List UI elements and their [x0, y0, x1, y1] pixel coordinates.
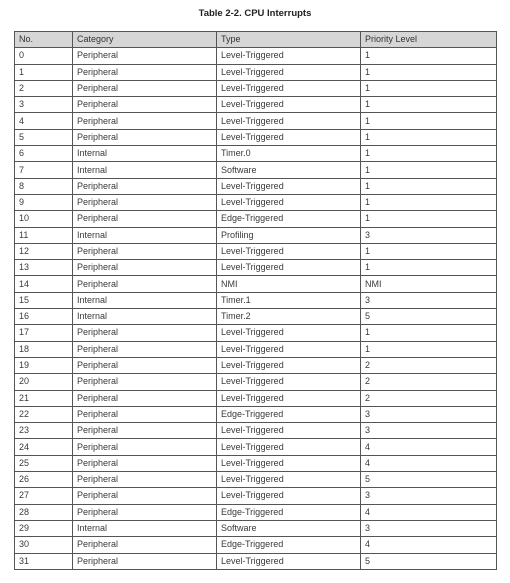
cell-type: Timer.1	[217, 292, 361, 308]
cell-type: Timer.0	[217, 146, 361, 162]
cell-type: Edge-Triggered	[217, 406, 361, 422]
cell-category: Peripheral	[73, 97, 217, 113]
cell-category: Peripheral	[73, 276, 217, 292]
cell-number: 15	[15, 292, 73, 308]
table-row	[15, 162, 497, 178]
cell-number: 7	[15, 162, 73, 178]
cell-number: 4	[15, 113, 73, 129]
cell-number: 0	[15, 48, 73, 64]
cell-category: Peripheral	[73, 243, 217, 259]
cell-priority-level: 3	[361, 423, 497, 439]
cell-priority-level: 5	[361, 553, 497, 569]
cell-type: Level-Triggered	[217, 341, 361, 357]
cell-category: Peripheral	[73, 113, 217, 129]
cell-category: Peripheral	[73, 374, 217, 390]
cell-type: Level-Triggered	[217, 194, 361, 210]
cell-category: Peripheral	[73, 504, 217, 520]
cell-category: Peripheral	[73, 472, 217, 488]
cell-priority-level: 1	[361, 146, 497, 162]
column-header-priority-level: Priority Level	[361, 32, 497, 48]
cell-type: Profiling	[217, 227, 361, 243]
cell-category: Peripheral	[73, 439, 217, 455]
cell-priority-level: NMI	[361, 276, 497, 292]
cell-type: Level-Triggered	[217, 97, 361, 113]
cell-number: 30	[15, 537, 73, 553]
table-row	[15, 129, 497, 145]
cell-number: 28	[15, 504, 73, 520]
cell-priority-level: 3	[361, 406, 497, 422]
cell-category: Internal	[73, 146, 217, 162]
cell-type: Level-Triggered	[217, 472, 361, 488]
table-header-row	[15, 32, 497, 48]
cell-number: 25	[15, 455, 73, 471]
cell-category: Peripheral	[73, 129, 217, 145]
cell-priority-level: 1	[361, 194, 497, 210]
cell-priority-level: 2	[361, 374, 497, 390]
cell-number: 11	[15, 227, 73, 243]
cell-category: Peripheral	[73, 178, 217, 194]
cell-type: Level-Triggered	[217, 423, 361, 439]
table-row	[15, 472, 497, 488]
cell-category: Internal	[73, 309, 217, 325]
column-header-type: Type	[217, 32, 361, 48]
cell-priority-level: 1	[361, 162, 497, 178]
cell-priority-level: 3	[361, 488, 497, 504]
cell-type: Level-Triggered	[217, 325, 361, 341]
table-row	[15, 194, 497, 210]
table-row	[15, 553, 497, 569]
cell-number: 12	[15, 243, 73, 259]
cell-category: Internal	[73, 292, 217, 308]
cell-priority-level: 2	[361, 390, 497, 406]
cell-category: Peripheral	[73, 211, 217, 227]
cell-priority-level: 1	[361, 325, 497, 341]
column-header-category: Category	[73, 32, 217, 48]
cell-category: Peripheral	[73, 488, 217, 504]
table-row	[15, 423, 497, 439]
cell-priority-level: 1	[361, 211, 497, 227]
table-row	[15, 374, 497, 390]
cell-number: 13	[15, 260, 73, 276]
cell-category: Peripheral	[73, 64, 217, 80]
table-row	[15, 178, 497, 194]
cell-category: Peripheral	[73, 48, 217, 64]
cell-priority-level: 4	[361, 537, 497, 553]
cell-type: Level-Triggered	[217, 113, 361, 129]
cell-number: 1	[15, 64, 73, 80]
cell-priority-level: 5	[361, 309, 497, 325]
table-row	[15, 406, 497, 422]
cell-category: Peripheral	[73, 194, 217, 210]
cell-category: Internal	[73, 227, 217, 243]
cell-category: Peripheral	[73, 357, 217, 373]
table-row	[15, 227, 497, 243]
table-row	[15, 341, 497, 357]
table-row	[15, 325, 497, 341]
cell-number: 8	[15, 178, 73, 194]
cell-number: 9	[15, 194, 73, 210]
table-row	[15, 309, 497, 325]
cell-type: Timer.2	[217, 309, 361, 325]
column-header-number: No.	[15, 32, 73, 48]
table-row	[15, 146, 497, 162]
cell-type: Level-Triggered	[217, 488, 361, 504]
cell-priority-level: 1	[361, 113, 497, 129]
cell-number: 31	[15, 553, 73, 569]
cell-category: Peripheral	[73, 260, 217, 276]
cell-priority-level: 3	[361, 520, 497, 536]
table-row	[15, 80, 497, 96]
table-row	[15, 48, 497, 64]
table-row	[15, 243, 497, 259]
cell-number: 16	[15, 309, 73, 325]
cell-type: Level-Triggered	[217, 243, 361, 259]
cell-type: Level-Triggered	[217, 553, 361, 569]
cell-category: Peripheral	[73, 390, 217, 406]
cell-priority-level: 1	[361, 243, 497, 259]
cell-number: 23	[15, 423, 73, 439]
cell-type: Level-Triggered	[217, 390, 361, 406]
cell-priority-level: 1	[361, 178, 497, 194]
cell-type: Level-Triggered	[217, 48, 361, 64]
table-row	[15, 276, 497, 292]
cell-number: 20	[15, 374, 73, 390]
table-row	[15, 390, 497, 406]
cell-priority-level: 3	[361, 292, 497, 308]
cell-priority-level: 5	[361, 472, 497, 488]
cell-number: 26	[15, 472, 73, 488]
cell-number: 17	[15, 325, 73, 341]
cell-type: Edge-Triggered	[217, 504, 361, 520]
cell-category: Peripheral	[73, 553, 217, 569]
cell-priority-level: 4	[361, 504, 497, 520]
cell-type: Level-Triggered	[217, 439, 361, 455]
table-row	[15, 537, 497, 553]
cell-number: 19	[15, 357, 73, 373]
cell-category: Internal	[73, 520, 217, 536]
cell-priority-level: 4	[361, 455, 497, 471]
cell-type: Level-Triggered	[217, 455, 361, 471]
cell-type: Edge-Triggered	[217, 211, 361, 227]
cell-priority-level: 1	[361, 80, 497, 96]
table-row	[15, 520, 497, 536]
cell-category: Peripheral	[73, 455, 217, 471]
cell-priority-level: 3	[361, 227, 497, 243]
table-row	[15, 439, 497, 455]
cell-category: Peripheral	[73, 80, 217, 96]
cell-number: 2	[15, 80, 73, 96]
cell-type: Level-Triggered	[217, 129, 361, 145]
cell-type: Level-Triggered	[217, 178, 361, 194]
cell-number: 10	[15, 211, 73, 227]
cell-category: Peripheral	[73, 325, 217, 341]
cell-number: 29	[15, 520, 73, 536]
cell-priority-level: 1	[361, 260, 497, 276]
cell-number: 14	[15, 276, 73, 292]
cell-category: Peripheral	[73, 406, 217, 422]
cell-number: 18	[15, 341, 73, 357]
cell-type: Level-Triggered	[217, 80, 361, 96]
cell-number: 27	[15, 488, 73, 504]
cell-category: Internal	[73, 162, 217, 178]
cell-type: Level-Triggered	[217, 64, 361, 80]
table-title: Table 2-2. CPU Interrupts	[198, 8, 312, 19]
cpu-interrupts-table	[14, 31, 497, 570]
cell-priority-level: 1	[361, 129, 497, 145]
table-row	[15, 488, 497, 504]
table-row	[15, 357, 497, 373]
cell-number: 5	[15, 129, 73, 145]
table-row	[15, 211, 497, 227]
cell-number: 22	[15, 406, 73, 422]
cell-type: Edge-Triggered	[217, 537, 361, 553]
table-row	[15, 292, 497, 308]
cell-priority-level: 4	[361, 439, 497, 455]
cell-number: 21	[15, 390, 73, 406]
cell-priority-level: 1	[361, 48, 497, 64]
cell-priority-level: 1	[361, 341, 497, 357]
table-row	[15, 455, 497, 471]
table-row	[15, 260, 497, 276]
cell-type: Software	[217, 520, 361, 536]
cell-category: Peripheral	[73, 537, 217, 553]
cell-priority-level: 1	[361, 97, 497, 113]
cell-type: NMI	[217, 276, 361, 292]
cell-type: Level-Triggered	[217, 374, 361, 390]
cell-type: Software	[217, 162, 361, 178]
cell-number: 24	[15, 439, 73, 455]
table-row	[15, 504, 497, 520]
cell-category: Peripheral	[73, 423, 217, 439]
cell-category: Peripheral	[73, 341, 217, 357]
cell-priority-level: 2	[361, 357, 497, 373]
cell-type: Level-Triggered	[217, 260, 361, 276]
table-row	[15, 113, 497, 129]
table-row	[15, 97, 497, 113]
cell-type: Level-Triggered	[217, 357, 361, 373]
table-body	[15, 48, 497, 570]
cell-number: 6	[15, 146, 73, 162]
cell-number: 3	[15, 97, 73, 113]
table-row	[15, 64, 497, 80]
cell-priority-level: 1	[361, 64, 497, 80]
